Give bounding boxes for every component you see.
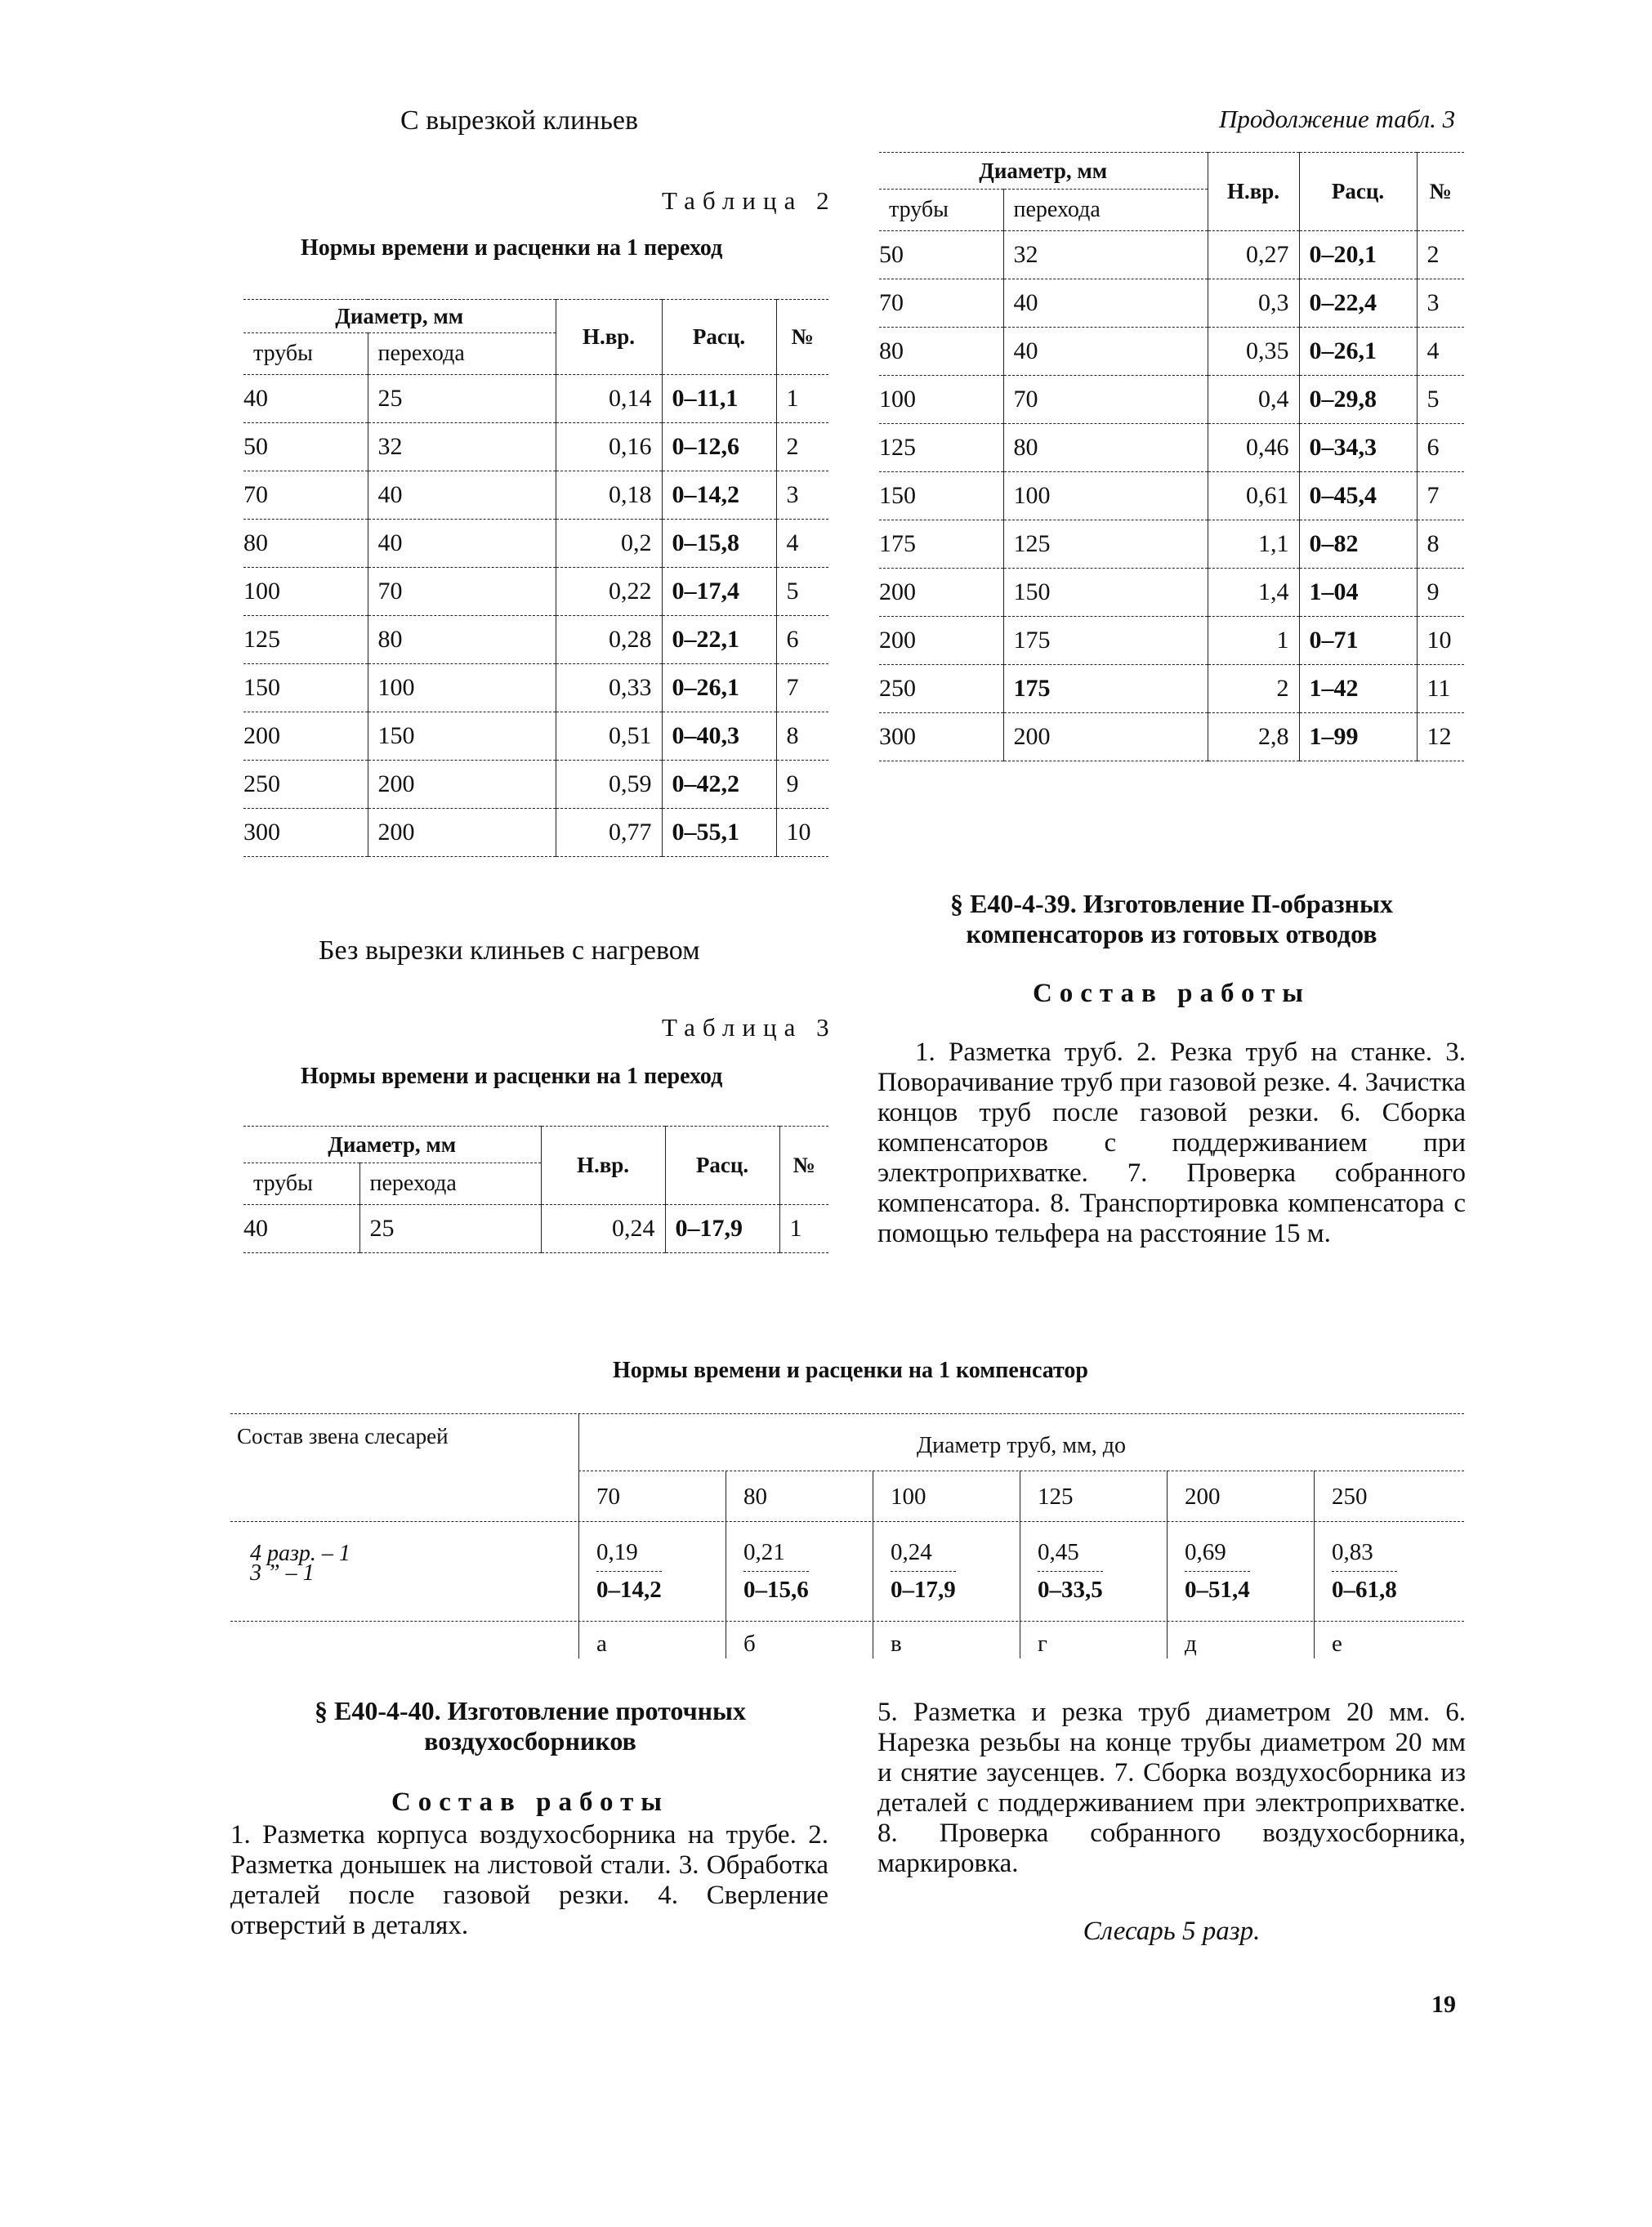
composition-text-39: 1. Разметка труб. 2. Резка труб на станке. 3. Поворачивание труб при газовой резке. 4. Зачистка концов труб после газовой резки. 6. Сборка компенсаторов с поддерживанием при электроприхватке. 7. Проверка собранного компенсатора. 8. Транспортировка компенсатора с помощью тельфера на расстояние 15 м.	[877, 1038, 1466, 1248]
norm-value: 0,19	[596, 1539, 662, 1572]
table-row	[879, 520, 1464, 569]
cell-norm: 0,4	[1208, 376, 1299, 424]
cell-norm: 0,18	[556, 471, 662, 520]
cell-rate: 0–22,4	[1299, 279, 1417, 328]
table-3	[243, 1126, 828, 1253]
table3-caption: Нормы времени и расценки на 1 переход	[301, 1064, 723, 1089]
cell-transition: 125	[1003, 520, 1208, 569]
norm-value: 0,21	[743, 1539, 809, 1572]
composition-heading-39: Состав работы	[1032, 979, 1311, 1008]
norm-rate-fraction	[596, 1539, 662, 1604]
cell-norm: 0,28	[556, 616, 662, 664]
cell-pipe: 70	[879, 279, 1003, 328]
table-2	[243, 299, 828, 857]
page-number: 19	[1431, 1991, 1456, 2018]
table-row	[243, 423, 828, 471]
cell-pipe: 80	[879, 328, 1003, 376]
cell-rate: 1–04	[1299, 569, 1417, 617]
cell-rate: 0–40,3	[662, 712, 776, 761]
table-3-continued	[879, 152, 1464, 761]
norm-rate-fraction	[743, 1539, 809, 1604]
rate-value: 0–15,6	[743, 1577, 809, 1603]
cell-transition: 80	[368, 616, 556, 664]
cell-transition: 200	[368, 761, 556, 809]
cell-pipe: 50	[879, 231, 1003, 279]
diameter-header: Диаметр, мм	[243, 1127, 541, 1163]
cell-rate: 0–82	[1299, 520, 1417, 569]
rate-value: 0–61,8	[1332, 1577, 1397, 1603]
cell-pipe: 40	[243, 375, 368, 423]
table-row	[243, 712, 828, 761]
cell-rate: 0–29,8	[1299, 376, 1417, 424]
column-letter: д	[1185, 1631, 1197, 1657]
cell-norm: 0,2	[556, 520, 662, 568]
cell-pipe: 70	[243, 471, 368, 520]
cell-norm: 0,14	[556, 375, 662, 423]
cell-transition: 25	[359, 1205, 541, 1253]
table-row	[243, 664, 828, 712]
cell-no: 5	[1417, 376, 1464, 424]
crew-line-2: 3 ” – 1	[250, 1560, 315, 1586]
diameter-value: 125	[1038, 1484, 1074, 1510]
table-row	[243, 616, 828, 664]
table-row	[879, 569, 1464, 617]
cell-norm: 0,59	[556, 761, 662, 809]
number-header: №	[1417, 153, 1464, 231]
cell-norm: 2	[1208, 665, 1299, 713]
cell-pipe: 250	[879, 665, 1003, 713]
cell-norm: 2,8	[1208, 713, 1299, 761]
cell-norm: 0,46	[1208, 424, 1299, 472]
cell-transition: 40	[1003, 328, 1208, 376]
table2-label: Таблица 2	[662, 186, 837, 215]
cell-no: 3	[776, 471, 828, 520]
cell-pipe: 80	[243, 520, 368, 568]
number-header: №	[776, 300, 828, 375]
cell-norm: 0,24	[541, 1205, 665, 1253]
table-row	[879, 328, 1464, 376]
column-letter: б	[743, 1631, 756, 1657]
cell-transition: 32	[1003, 231, 1208, 279]
cell-no: 7	[1417, 472, 1464, 520]
table-row	[243, 520, 828, 568]
cell-rate: 0–45,4	[1299, 472, 1417, 520]
diameter-value: 100	[891, 1484, 926, 1510]
cell-norm: 0,27	[1208, 231, 1299, 279]
section-title-40-line2: воздухосборников	[424, 1726, 636, 1756]
cell-pipe: 175	[879, 520, 1003, 569]
cell-no: 1	[776, 375, 828, 423]
cell-norm: 1,1	[1208, 520, 1299, 569]
cell-transition: 175	[1003, 665, 1208, 713]
table-row	[879, 665, 1464, 713]
table-row	[243, 809, 828, 857]
cell-pipe: 150	[879, 472, 1003, 520]
pipe-header: трубы	[243, 333, 368, 375]
cell-rate: 0–26,1	[1299, 328, 1417, 376]
worker-grade: Слесарь 5 разр.	[1083, 1917, 1261, 1946]
pipe-header: трубы	[879, 190, 1003, 231]
cell-transition: 100	[1003, 472, 1208, 520]
cell-rate: 0–26,1	[662, 664, 776, 712]
rate-value: 0–17,9	[891, 1577, 956, 1603]
cell-transition: 175	[1003, 617, 1208, 665]
heading-with-wedges: С вырезкой клиньев	[400, 105, 639, 136]
cell-transition: 100	[368, 664, 556, 712]
number-header: №	[779, 1127, 828, 1205]
cell-no: 2	[1417, 231, 1464, 279]
cell-no: 7	[776, 664, 828, 712]
table-row	[879, 376, 1464, 424]
compensator-caption: Нормы времени и расценки на 1 компенсатор	[613, 1358, 1088, 1383]
cell-no: 2	[776, 423, 828, 471]
table-row	[879, 279, 1464, 328]
heading-without-wedges: Без вырезки клиньев с нагревом	[319, 935, 700, 966]
cell-no: 8	[1417, 520, 1464, 569]
cell-transition: 40	[368, 471, 556, 520]
cell-no: 1	[779, 1205, 828, 1253]
cell-pipe: 125	[879, 424, 1003, 472]
cell-rate: 0–42,2	[662, 761, 776, 809]
norm-rate-fraction	[1332, 1539, 1397, 1604]
cell-transition: 200	[1003, 713, 1208, 761]
table3-label: Таблица 3	[662, 1013, 837, 1042]
norm-header: Н.вр.	[1208, 153, 1299, 231]
norm-header: Н.вр.	[541, 1127, 665, 1205]
rate-value: 0–51,4	[1185, 1577, 1250, 1603]
cell-rate: 0–12,6	[662, 423, 776, 471]
cell-pipe: 150	[243, 664, 368, 712]
norm-rate-fraction	[1038, 1539, 1103, 1604]
cell-norm: 1,4	[1208, 569, 1299, 617]
table-row	[243, 761, 828, 809]
section-title-40	[232, 1696, 828, 1756]
cell-no: 4	[776, 520, 828, 568]
cell-transition: 150	[368, 712, 556, 761]
section-title-40-line1: § Е40-4-40. Изготовление проточных	[314, 1696, 747, 1725]
transition-header: перехода	[368, 333, 556, 375]
cell-rate: 0–20,1	[1299, 231, 1417, 279]
transition-header: перехода	[359, 1163, 541, 1205]
cell-pipe: 200	[243, 712, 368, 761]
cell-rate: 0–14,2	[662, 471, 776, 520]
norm-value: 0,45	[1038, 1539, 1103, 1572]
cell-rate: 0–17,9	[665, 1205, 779, 1253]
cell-transition: 32	[368, 423, 556, 471]
cell-pipe: 300	[879, 713, 1003, 761]
rate-value: 0–14,2	[596, 1577, 662, 1603]
cell-norm: 1	[1208, 617, 1299, 665]
cell-no: 9	[1417, 569, 1464, 617]
cell-transition: 150	[1003, 569, 1208, 617]
cell-rate: 0–34,3	[1299, 424, 1417, 472]
cell-no: 12	[1417, 713, 1464, 761]
continuation-label: Продолжение табл. 3	[1219, 105, 1456, 133]
cell-rate: 0–71	[1299, 617, 1417, 665]
cell-rate: 0–11,1	[662, 375, 776, 423]
diameter-value: 70	[596, 1484, 620, 1510]
composition-text-40-left: 1. Разметка корпуса воздухосборника на трубе. 2. Разметка донышек на листовой стали. 3. Обработка деталей после газовой резки. 4. Сверление отверстий в деталях.	[230, 1820, 828, 1940]
pipe-header: трубы	[243, 1163, 359, 1205]
table-row	[243, 1205, 828, 1253]
rate-header: Расц.	[665, 1127, 779, 1205]
column-letter: а	[596, 1631, 607, 1657]
cell-no: 9	[776, 761, 828, 809]
diameter-pipes-header: Диаметр труб, мм, до	[916, 1433, 1126, 1458]
column-letter: г	[1038, 1631, 1047, 1657]
cell-no: 10	[1417, 617, 1464, 665]
cell-pipe: 200	[879, 569, 1003, 617]
crew-header: Состав звена слесарей	[237, 1424, 449, 1448]
crew-line-1: 4 разр. – 1	[250, 1541, 350, 1566]
cell-transition: 40	[368, 520, 556, 568]
cell-no: 10	[776, 809, 828, 857]
section-title-39-line2: компенсаторов из готовых отводов	[966, 919, 1377, 948]
cell-rate: 1–42	[1299, 665, 1417, 713]
cell-pipe: 300	[243, 809, 368, 857]
norm-rate-fraction	[1185, 1539, 1250, 1604]
table-row	[879, 617, 1464, 665]
cell-transition: 40	[1003, 279, 1208, 328]
cell-pipe: 40	[243, 1205, 359, 1253]
cell-no: 6	[776, 616, 828, 664]
cell-transition: 70	[368, 568, 556, 616]
diameter-value: 250	[1332, 1484, 1368, 1510]
table2-caption: Нормы времени и расценки на 1 переход	[301, 235, 723, 261]
norm-value: 0,24	[891, 1539, 956, 1572]
transition-header: перехода	[1003, 190, 1208, 231]
cell-norm: 0,22	[556, 568, 662, 616]
table-row	[243, 568, 828, 616]
rate-value: 0–33,5	[1038, 1577, 1103, 1603]
diameter-value: 200	[1185, 1484, 1221, 1510]
cell-pipe: 200	[879, 617, 1003, 665]
diameter-header: Диаметр, мм	[879, 153, 1208, 190]
cell-pipe: 50	[243, 423, 368, 471]
cell-norm: 0,33	[556, 664, 662, 712]
rate-header: Расц.	[1299, 153, 1417, 231]
cell-pipe: 100	[879, 376, 1003, 424]
cell-transition: 80	[1003, 424, 1208, 472]
cell-pipe: 125	[243, 616, 368, 664]
cell-pipe: 250	[243, 761, 368, 809]
cell-transition: 70	[1003, 376, 1208, 424]
cell-no: 6	[1417, 424, 1464, 472]
cell-rate: 0–15,8	[662, 520, 776, 568]
norm-header: Н.вр.	[556, 300, 662, 375]
composition-text-40-right: 5. Разметка и резка труб диаметром 20 мм. 6. Нарезка резьбы на конце трубы диаметром 20 мм и снятие заусенцев. 7. Сборка воздухосборника из деталей с поддерживанием при электроприхватке. 8. Проверка собранного воздухосборника, маркировка.	[877, 1698, 1466, 1878]
cell-norm: 0,35	[1208, 328, 1299, 376]
table-row	[243, 471, 828, 520]
cell-rate: 1–99	[1299, 713, 1417, 761]
cell-norm: 0,77	[556, 809, 662, 857]
column-letter: е	[1332, 1631, 1342, 1657]
cell-rate: 0–22,1	[662, 616, 776, 664]
cell-no: 3	[1417, 279, 1464, 328]
cell-norm: 0,16	[556, 423, 662, 471]
table-row	[879, 424, 1464, 472]
column-letter: в	[891, 1631, 902, 1657]
cell-transition: 25	[368, 375, 556, 423]
cell-rate: 0–55,1	[662, 809, 776, 857]
diameter-value: 80	[743, 1484, 767, 1510]
norm-rate-fraction	[891, 1539, 956, 1604]
composition-heading-40: Состав работы	[391, 1787, 670, 1817]
rate-header: Расц.	[662, 300, 776, 375]
section-title-39	[879, 889, 1464, 949]
cell-no: 11	[1417, 665, 1464, 713]
cell-rate: 0–17,4	[662, 568, 776, 616]
cell-no: 4	[1417, 328, 1464, 376]
cell-norm: 0,51	[556, 712, 662, 761]
cell-pipe: 100	[243, 568, 368, 616]
table-row	[879, 231, 1464, 279]
cell-no: 5	[776, 568, 828, 616]
compensator-table	[230, 1413, 1464, 1657]
cell-transition: 200	[368, 809, 556, 857]
crew-composition	[250, 1541, 350, 1586]
table-row	[243, 375, 828, 423]
section-title-39-line1: § Е40-4-39. Изготовление П-образных	[950, 889, 1393, 918]
cell-norm: 0,61	[1208, 472, 1299, 520]
cell-no: 8	[776, 712, 828, 761]
norm-value: 0,83	[1332, 1539, 1397, 1572]
norm-value: 0,69	[1185, 1539, 1250, 1572]
table-row	[879, 713, 1464, 761]
table-row	[879, 472, 1464, 520]
cell-norm: 0,3	[1208, 279, 1299, 328]
diameter-header: Диаметр, мм	[243, 300, 556, 333]
